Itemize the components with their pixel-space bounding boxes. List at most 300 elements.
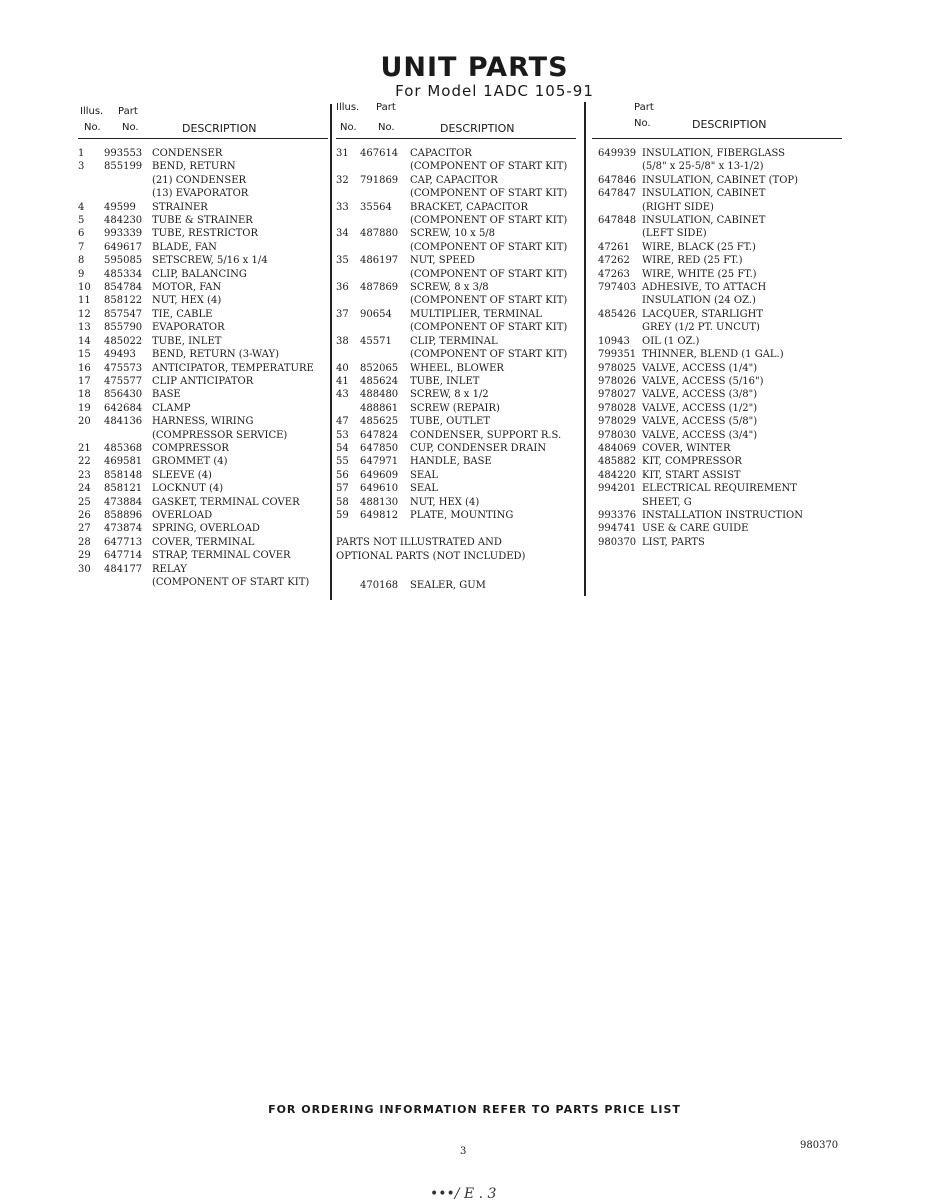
parts-list: [336, 147, 576, 522]
part-description: TUBE, RESTRICTOR: [152, 228, 258, 240]
column-divider: [584, 102, 586, 596]
parts-row: [592, 375, 842, 388]
no-header: No.: [84, 122, 101, 133]
parts-row: [78, 402, 328, 415]
parts-row: [592, 335, 842, 348]
parts-row: [78, 442, 328, 455]
illus-number: [336, 268, 360, 281]
parts-row: [592, 241, 842, 254]
part-number: 993339: [104, 228, 143, 240]
part-description: CUP, CONDENSER DRAIN: [410, 442, 547, 454]
illus-number: [336, 402, 360, 415]
handwritten-mark: •••/ Ε . 3: [430, 1186, 497, 1202]
illus-number: 20: [78, 416, 91, 428]
part-description: SCREW (REPAIR): [410, 402, 500, 414]
part-description: BRACKET, CAPACITOR: [410, 201, 528, 213]
part-number: 484136: [104, 416, 143, 428]
part-number: 488480: [360, 389, 399, 401]
parts-row: [78, 254, 328, 267]
part-number: 467614: [360, 148, 399, 159]
parts-row: [592, 388, 842, 401]
part-description: (21) CONDENSER: [152, 174, 247, 186]
part-number: 647713: [104, 536, 143, 548]
parts-row: [592, 321, 842, 334]
part-no-header: No.: [122, 122, 139, 133]
part-description: (COMPONENT OF START KIT): [152, 577, 310, 588]
illus-number: 17: [78, 375, 91, 387]
parts-row: [336, 496, 576, 509]
part-description: SETSCREW, 5/16 x 1/4: [152, 255, 268, 267]
illus-number: [78, 174, 104, 187]
part-number: 852065: [360, 362, 399, 374]
part-description: MULTIPLIER, TERMINAL: [410, 308, 542, 320]
part-number: 647850: [360, 442, 399, 454]
part-number: 858148: [104, 469, 143, 481]
no-header: No.: [340, 122, 357, 133]
part-number: 473884: [104, 496, 143, 508]
illus-number: 25: [78, 496, 91, 508]
part-description: LIST, PARTS: [642, 536, 705, 548]
page-number: 3: [460, 1146, 467, 1157]
parts-row: [336, 227, 576, 240]
parts-note-line: PARTS NOT ILLUSTRATED AND: [336, 537, 502, 549]
illus-number: 38: [336, 335, 349, 347]
part-number: 484069: [598, 442, 637, 454]
illus-number: 47: [336, 416, 349, 428]
part-header: Part: [634, 102, 654, 113]
parts-row: [78, 174, 328, 187]
part-description: WIRE, RED (25 FT.): [642, 255, 743, 267]
part-description: TUBE, INLET: [410, 375, 480, 387]
part-description: ELECTRICAL REQUIREMENT: [642, 483, 797, 495]
part-number: 470168: [360, 580, 399, 592]
parts-row: [592, 522, 842, 535]
illus-number: 8: [78, 255, 85, 267]
part-description: CAP, CAPACITOR: [410, 174, 498, 186]
parts-row: [336, 294, 576, 307]
part-number: [360, 268, 410, 281]
part-description: SCREW, 10 x 5/8: [410, 228, 496, 240]
illus-number: [336, 294, 360, 307]
parts-row: [336, 362, 576, 375]
part-number: [360, 348, 410, 361]
part-description: (COMPONENT OF START KIT): [410, 322, 568, 334]
part-description: THINNER, BLEND (1 GAL.): [642, 349, 784, 361]
part-description: OVERLOAD: [152, 509, 213, 521]
part-description: (5/8" x 25-5/8" x 13-1/2): [642, 161, 764, 173]
parts-row: [336, 281, 576, 294]
parts-row: [78, 160, 328, 173]
part-description: SPRING, OVERLOAD: [152, 523, 260, 535]
part-description: KIT, COMPRESSOR: [642, 456, 742, 468]
parts-row: [336, 160, 576, 173]
illus-number: [78, 187, 104, 200]
illus-number: 21: [78, 442, 91, 454]
parts-row: [78, 268, 328, 281]
part-description: TIE, CABLE: [152, 308, 213, 320]
parts-row: [78, 308, 328, 321]
parts-row: [592, 536, 842, 549]
parts-row: [78, 294, 328, 307]
illus-number: 6: [78, 228, 85, 240]
part-number: 791869: [360, 174, 399, 186]
part-description: INSTALLATION INSTRUCTION: [642, 509, 803, 521]
part-number: 90654: [360, 308, 392, 320]
part-number: 488861: [360, 402, 399, 414]
illus-number: 56: [336, 469, 349, 481]
illus-number: 31: [336, 148, 349, 159]
description-header: DESCRIPTION: [182, 122, 257, 135]
part-number: [592, 294, 642, 307]
illus-number: [336, 348, 360, 361]
parts-row: [336, 201, 576, 214]
part-description: SLEEVE (4): [152, 469, 212, 481]
part-number: 994201: [598, 483, 637, 495]
part-number: 647824: [360, 429, 399, 441]
part-description: COVER, TERMINAL: [152, 536, 255, 548]
parts-row: [78, 482, 328, 495]
parts-list: [78, 147, 328, 589]
part-description: CAPACITOR: [410, 148, 472, 159]
part-number: 45571: [360, 335, 392, 347]
illus-number: 23: [78, 469, 91, 481]
part-description: NUT, HEX (4): [152, 295, 222, 307]
part-description: HANDLE, BASE: [410, 456, 492, 468]
part-description: STRAINER: [152, 201, 208, 213]
part-number: [104, 429, 152, 442]
part-number: 485022: [104, 335, 143, 347]
part-description: VALVE, ACCESS (1/4"): [642, 362, 758, 374]
illus-number: [78, 576, 104, 589]
document-number: 980370: [800, 1140, 839, 1151]
part-number: 487869: [360, 282, 399, 294]
description-header: DESCRIPTION: [692, 118, 767, 131]
part-number: 994741: [598, 523, 637, 535]
parts-row: [78, 522, 328, 535]
parts-note-line: OPTIONAL PARTS (NOT INCLUDED): [336, 550, 526, 562]
parts-row: [78, 321, 328, 334]
part-number: [360, 294, 410, 307]
part-description: LACQUER, STARLIGHT: [642, 308, 764, 320]
part-description: SEAL: [410, 483, 439, 495]
parts-row: [336, 174, 576, 187]
parts-row: [336, 415, 576, 428]
illus-number: 15: [78, 349, 91, 361]
parts-row: [592, 174, 842, 187]
part-description: PLATE, MOUNTING: [410, 509, 514, 521]
part-description: (COMPONENT OF START KIT): [410, 295, 568, 307]
illus-number: 12: [78, 308, 91, 320]
part-number: 649609: [360, 469, 399, 481]
part-number: 47261: [598, 241, 630, 253]
part-number: 978025: [598, 362, 637, 374]
parts-row: [336, 254, 576, 267]
part-number: 647848: [598, 215, 637, 227]
part-description: (COMPONENT OF START KIT): [410, 215, 568, 227]
parts-row: [336, 348, 576, 361]
parts-row: [336, 241, 576, 254]
illus-number: 54: [336, 442, 349, 454]
part-description: TUBE, OUTLET: [410, 416, 491, 428]
part-number: 858896: [104, 509, 143, 521]
illus-header: Illus.: [80, 106, 104, 117]
part-number: 856430: [104, 389, 143, 401]
illus-number: 5: [78, 215, 85, 227]
parts-row: [78, 388, 328, 401]
parts-row: [592, 227, 842, 240]
part-number: 855790: [104, 322, 143, 334]
part-description: (COMPONENT OF START KIT): [410, 188, 568, 200]
part-description: (RIGHT SIDE): [642, 201, 714, 213]
part-description: BLADE, FAN: [152, 241, 217, 253]
parts-row: [592, 308, 842, 321]
parts-row: [336, 321, 576, 334]
part-description: ANTICIPATOR, TEMPERATURE: [152, 362, 314, 374]
part-number: [592, 496, 642, 509]
illus-number: 37: [336, 308, 349, 320]
illus-number: 59: [336, 509, 349, 521]
illus-number: 10: [78, 282, 91, 294]
part-description: RELAY: [152, 563, 187, 575]
illus-number: 1: [78, 148, 85, 159]
part-number: [592, 321, 642, 334]
parts-row: [78, 147, 328, 160]
parts-row: [336, 187, 576, 200]
part-number: [592, 227, 642, 240]
part-number: 595085: [104, 255, 143, 267]
parts-row: [336, 308, 576, 321]
part-description: INSULATION (24 OZ.): [642, 295, 756, 307]
part-description: VALVE, ACCESS (5/16"): [642, 375, 764, 387]
parts-row: [78, 496, 328, 509]
part-number: 855199: [104, 161, 143, 173]
part-description: (COMPONENT OF START KIT): [410, 268, 568, 280]
illus-number: [336, 160, 360, 173]
part-number: [104, 174, 152, 187]
part-description: CLAMP: [152, 402, 191, 414]
part-number: 47263: [598, 268, 630, 280]
part-number: 978029: [598, 416, 637, 428]
part-number: [592, 160, 642, 173]
parts-row: [592, 442, 842, 455]
parts-row: [336, 469, 576, 482]
part-description: SHEET, G: [642, 496, 692, 508]
part-number: 475577: [104, 375, 143, 387]
parts-row: [336, 482, 576, 495]
parts-row: [592, 429, 842, 442]
parts-row: [592, 268, 842, 281]
parts-row: [592, 415, 842, 428]
parts-row: [592, 455, 842, 468]
parts-row: [592, 348, 842, 361]
parts-row: [78, 335, 328, 348]
part-description: STRAP, TERMINAL COVER: [152, 550, 291, 562]
part-description: WIRE, WHITE (25 FT.): [642, 268, 757, 280]
illus-number: 29: [78, 550, 91, 562]
illus-number: 7: [78, 241, 85, 253]
parts-row: [592, 509, 842, 522]
part-description: GREY (1/2 PT. UNCUT): [642, 322, 760, 334]
illus-number: 57: [336, 483, 349, 495]
part-description: (COMPRESSOR SERVICE): [152, 429, 288, 441]
illus-number: [336, 321, 360, 334]
illus-number: 53: [336, 429, 349, 441]
parts-row: [336, 335, 576, 348]
column-header: [336, 100, 576, 139]
part-description: MOTOR, FAN: [152, 282, 222, 294]
part-number: 485426: [598, 308, 637, 320]
illus-number: 58: [336, 496, 349, 508]
part-number: 47262: [598, 255, 630, 267]
part-no-header: No.: [634, 118, 651, 129]
part-description: NUT, SPEED: [410, 255, 475, 267]
parts-row: [592, 294, 842, 307]
part-description: EVAPORATOR: [152, 322, 225, 334]
part-number: 485368: [104, 442, 143, 454]
part-number: 642684: [104, 402, 143, 414]
part-description: WIRE, BLACK (25 FT.): [642, 241, 756, 253]
part-number: [360, 321, 410, 334]
part-description: SCREW, 8 x 3/8: [410, 282, 489, 294]
part-description: CONDENSER: [152, 148, 223, 159]
part-number: [592, 201, 642, 214]
part-description: INSULATION, CABINET: [642, 188, 766, 200]
part-number: 980370: [598, 536, 637, 548]
page-subtitle: For Model 1ADC 105-91: [395, 82, 594, 100]
part-description: INSULATION, CABINET (TOP): [642, 174, 799, 186]
parts-row: [592, 214, 842, 227]
parts-row: [336, 442, 576, 455]
illus-number: 14: [78, 335, 91, 347]
part-number: 649812: [360, 509, 399, 521]
part-number: [360, 241, 410, 254]
illus-number: [336, 241, 360, 254]
part-description: SCREW, 8 x 1/2: [410, 389, 489, 401]
part-description: COVER, WINTER: [642, 442, 731, 454]
page-title: UNIT PARTS: [380, 52, 569, 83]
part-description: BEND, RETURN (3-WAY): [152, 349, 279, 361]
parts-row: [336, 375, 576, 388]
parts-column-2: [336, 100, 576, 593]
illus-number: 43: [336, 389, 349, 401]
part-description: INSULATION, FIBERGLASS: [642, 148, 786, 159]
parts-row: [78, 362, 328, 375]
part-description: BASE: [152, 389, 181, 401]
part-description: BEND, RETURN: [152, 161, 236, 173]
part-description: USE & CARE GUIDE: [642, 523, 749, 535]
part-header: Part: [118, 106, 138, 117]
part-description: TUBE & STRAINER: [152, 215, 253, 227]
parts-row: [78, 563, 328, 576]
part-description: LOCKNUT (4): [152, 483, 224, 495]
part-description: GROMMET (4): [152, 456, 228, 468]
part-number: 475573: [104, 362, 143, 374]
parts-row: [78, 429, 328, 442]
ordering-info-footer: FOR ORDERING INFORMATION REFER TO PARTS PRICE LIST: [268, 1103, 681, 1116]
parts-row: [78, 549, 328, 562]
part-description: CLIP, BALANCING: [152, 268, 247, 280]
parts-row: [78, 201, 328, 214]
part-number: [360, 187, 410, 200]
part-description: SEAL: [410, 469, 439, 481]
part-description: HARNESS, WIRING: [152, 416, 254, 428]
parts-row: [78, 214, 328, 227]
part-number: 978028: [598, 402, 637, 414]
illus-number: 19: [78, 402, 91, 414]
part-number: 647847: [598, 188, 637, 200]
parts-list: [592, 147, 842, 549]
part-number: 485624: [360, 375, 399, 387]
parts-row: [336, 455, 576, 468]
parts-row: [78, 375, 328, 388]
part-number: 649610: [360, 483, 399, 495]
illus-number: 13: [78, 322, 91, 334]
illus-number: 4: [78, 201, 85, 213]
part-number: 484220: [598, 469, 637, 481]
part-description: SEALER, GUM: [410, 580, 486, 592]
parts-row: [78, 576, 328, 589]
parts-row: [592, 482, 842, 495]
part-number: 473874: [104, 523, 143, 535]
parts-row: [592, 147, 842, 160]
illus-number: [78, 429, 104, 442]
parts-row: [592, 254, 842, 267]
part-description: VALVE, ACCESS (5/8"): [642, 416, 758, 428]
part-number: 49493: [104, 349, 136, 361]
parts-row: [592, 160, 842, 173]
part-description: ADHESIVE, TO ATTACH: [642, 282, 767, 294]
parts-row: [78, 348, 328, 361]
column-divider: [330, 104, 332, 600]
illus-number: 27: [78, 523, 91, 535]
illus-number: 11: [78, 295, 91, 307]
part-number: 647971: [360, 456, 399, 468]
part-number: [104, 187, 152, 200]
parts-row: [78, 469, 328, 482]
parts-row: [78, 509, 328, 522]
part-header: Part: [376, 102, 396, 113]
parts-row: [592, 402, 842, 415]
parts-row: [336, 429, 576, 442]
part-number: 484177: [104, 563, 143, 575]
illus-number: 26: [78, 509, 91, 521]
parts-row: [78, 227, 328, 240]
parts-row: [336, 214, 576, 227]
parts-row: [78, 455, 328, 468]
part-number: 978030: [598, 429, 637, 441]
illus-number: 41: [336, 375, 349, 387]
parts-row: [336, 509, 576, 522]
illus-number: 33: [336, 201, 349, 213]
part-number: [360, 160, 410, 173]
part-description: GASKET, TERMINAL COVER: [152, 496, 300, 508]
part-number: 647846: [598, 174, 637, 186]
parts-row: [78, 536, 328, 549]
illus-number: 9: [78, 268, 85, 280]
column-header: [78, 100, 328, 139]
part-description: TUBE, INLET: [152, 335, 222, 347]
illus-number: 32: [336, 174, 349, 186]
parts-row: [592, 187, 842, 200]
part-description: NUT, HEX (4): [410, 496, 480, 508]
part-description: CONDENSER, SUPPORT R.S.: [410, 429, 562, 441]
parts-row: [78, 241, 328, 254]
part-number: 49599: [104, 201, 136, 213]
part-number: 488130: [360, 496, 399, 508]
illus-number: 3: [78, 161, 85, 173]
parts-column-1: [78, 100, 328, 589]
parts-row: [78, 415, 328, 428]
